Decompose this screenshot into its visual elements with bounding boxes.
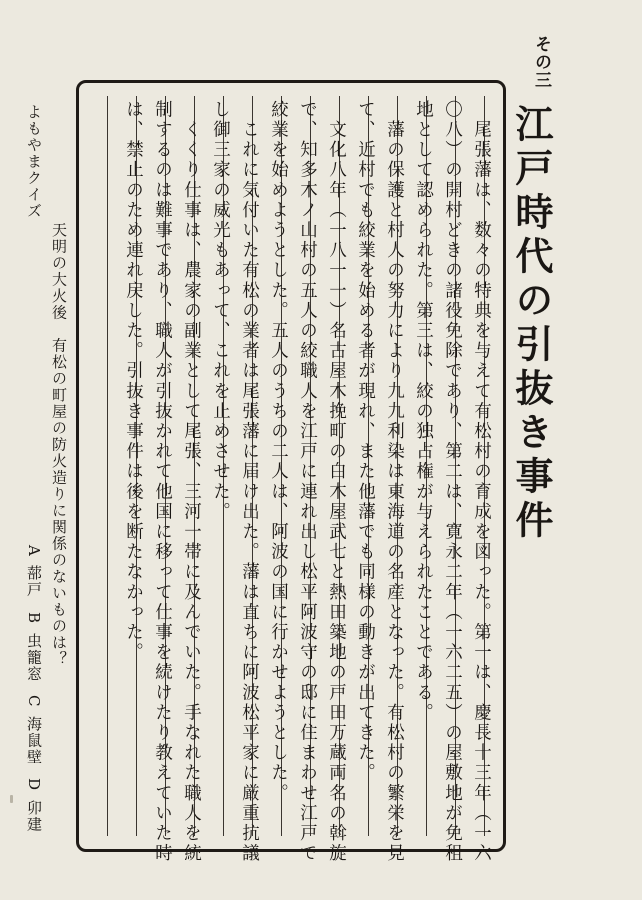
quiz-option-letter: C <box>25 695 43 708</box>
body-column: て、近村でも絞業を始める者が現れ、また他藩でも同様の動きが出てきた。 <box>355 100 376 784</box>
quiz-option-b-block <box>26 612 41 682</box>
quiz-question: 天明の大火後 有松の町屋の防火造りに関係のないものは？ <box>50 222 68 668</box>
body-column: くくり仕事は、農家の副業として尾張、三河一帯に及んでいた。手なれた職人を統 <box>181 100 202 864</box>
quiz-option-text: 虫籠窓 <box>25 632 43 683</box>
body-column: 地として認められた。第三は、絞の独占権が与えられたことである。 <box>413 100 434 724</box>
body-column: 文化八年（一八一一）名古屋木挽町の白木屋武七と熱田築地の戸田万蔵両名の斡旋 <box>326 100 347 864</box>
quiz-option-text: 蔀戸 <box>25 565 43 599</box>
quiz-option-letter: A <box>25 545 43 558</box>
body-column: で、知多木ノ山村の五人の絞職人を江戸に連れ出し松平阿波守の邸に住まわせ江戸で <box>297 100 318 864</box>
body-column: し御三家の威光もあって、これを止めさせた。 <box>210 100 231 523</box>
quiz-heading: よもやまクイズ <box>25 104 43 220</box>
quiz-option-d-block <box>26 778 41 833</box>
quiz-option-letter: B <box>25 612 43 625</box>
page-title: 江戸時代の引抜き事件 <box>509 104 554 544</box>
body-column: これに気付いた有松の業者は尾張藩に届け出た。藩は直ちに阿波松平家に厳重抗議 <box>239 100 260 864</box>
quiz-option-c-block <box>26 695 41 765</box>
body-column: 制するのは難事であり、職人が引抜かれて他国に移って仕事を続けたり教えていた時 <box>152 100 173 864</box>
body-column: は、禁止のため連れ戻した。引抜き事件は後を断たなかった。 <box>123 100 144 663</box>
quiz-option-text: 卯建 <box>25 799 43 833</box>
body-column: 尾張藩は、数々の特典を与えて有松村の育成を図った。第一は、慶長十三年（一六 <box>471 100 492 864</box>
margin-mark <box>10 795 13 803</box>
body-column: 〇八）の開村どきの諸役免除であり、第二は、寛永二年（一六二五）の屋敷地が免租 <box>442 100 463 864</box>
quiz-option-text: 海鼠壁 <box>25 715 43 766</box>
quiz-option-a-block <box>26 545 41 598</box>
column-rule <box>107 96 108 836</box>
quiz-option-letter: D <box>25 778 43 792</box>
body-column: 絞業を始めようとした。五人のうちの二人は、阿波の国に行かせようとした。 <box>268 100 289 804</box>
body-column: 藩の保護と村人の努力により九九利染は東海道の名産となった。有松村の繁栄を見 <box>384 100 405 864</box>
part-label: その三 <box>531 35 551 89</box>
